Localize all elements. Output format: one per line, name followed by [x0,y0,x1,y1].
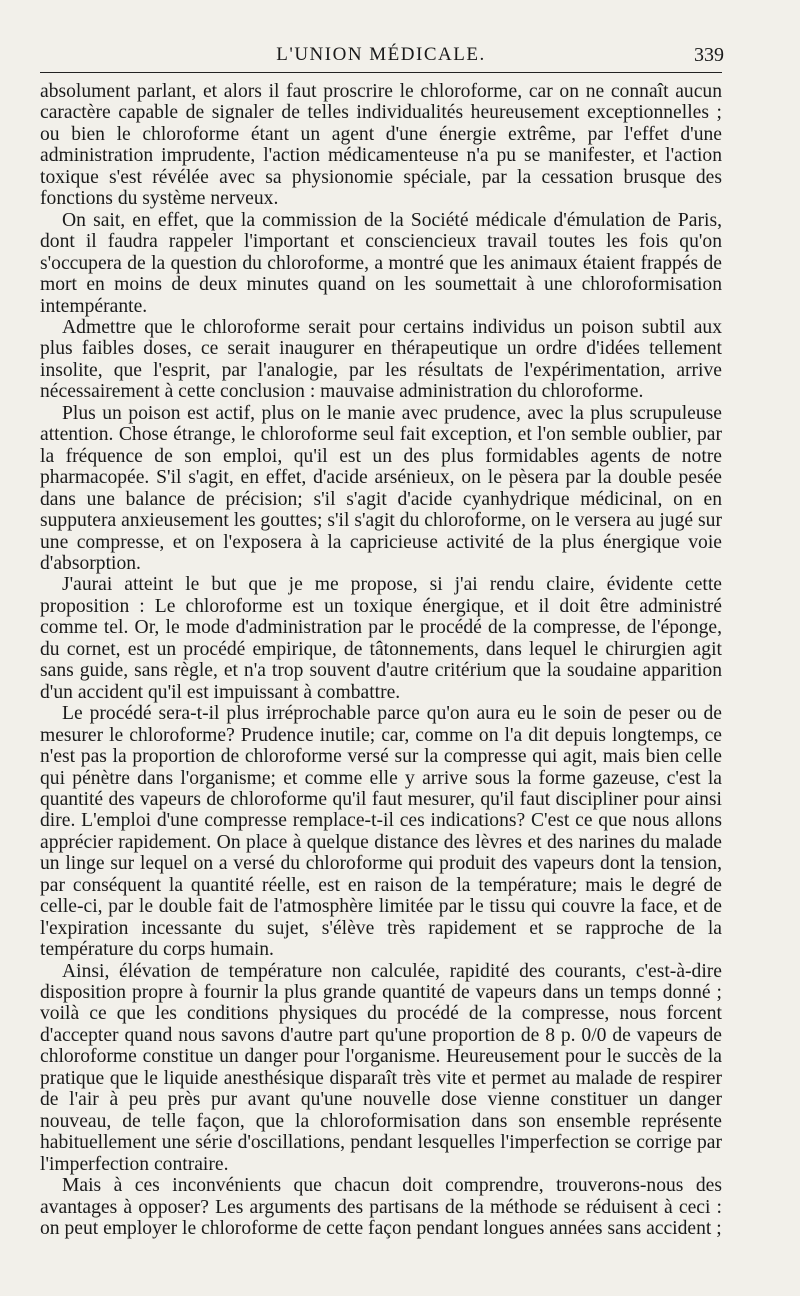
paragraph: Ainsi, élévation de température non calculée, rapidité des courants, c'est-à-dire disposition propre à fournir la plus grande quantité de vapeurs dans un temps donné ; voilà ce que les conditions physiques du procédé de la compresse, nous forcent d'accepter quand nous savons d'autre part qu'une proportion de 8 p. 0/0 de vapeurs de chloroforme constitue un danger pour l'organisme. Heureusement pour le succès de la pratique que le liquide anesthésique disparaît très vite et permet au malade de respirer de l'air à peu près pur avant qu'une nouvelle dose vienne constituer un danger nouveau, de telle façon, que la chloroformisation dans son ensemble représente habituellement une série d'oscillations, pendant lesquelles l'imperfection se corrige par l'imperfection contraire. [40,960,722,1175]
paragraph: Plus un poison est actif, plus on le manie avec prudence, avec la plus scrupuleuse attention. Chose étrange, le chloroforme seul fait exception, et l'on semble oublier, par la fréquence de son emploi, qu'il est un des plus formidables agents de notre pharmacopée. S'il s'agit, en effet, d'acide arsénieux, on le pèsera par la double pesée dans une balance de précision; s'il s'agit d'acide cyanhydrique médicinal, on en supputera anxieusement les gouttes; s'il s'agit du chloroforme, on le versera au jugé sur une compresse, et on l'exposera à la capricieuse activité de la plus énergique voie d'absorption. [40,402,722,574]
running-title: L'UNION MÉDICALE. [276,44,486,65]
body-text [40,81,722,1239]
paragraph: Admettre que le chloroforme serait pour certains individus un poison subtil aux plus faibles doses, ce serait inaugurer en thérapeutique un ordre d'idées tellement insolite, que l'esprit, par l'analogie, par les résultats de l'expérimentation, arrive nécessairement à cette conclusion : mauvaise administration du chloroforme. [40,316,722,403]
paragraph: J'aurai atteint le but que je me propose, si j'ai rendu claire, évidente cette proposition : Le chloroforme est un toxique énergique, et il doit être administré comme tel. Or, le mode d'administration par le procédé de la compresse, de l'éponge, du cornet, est un procédé empirique, de tâtonnements, dans lequel le chirurgien agit sans guide, sans règle, et n'a trop souvent d'autre critérium que la soudaine apparition d'un accident qu'il est impuissant à combattre. [40,574,722,703]
paragraph: Le procédé sera-t-il plus irréprochable parce qu'on aura eu le soin de peser ou de mesurer le chloroforme? Prudence inutile; car, comme on l'a dit depuis longtemps, ce n'est pas la proportion de chloroforme versé sur la compresse qui agit, mais bien celle qui pénètre dans l'organisme; et comme elle y arrive sous la forme gazeuse, c'est la quantité des vapeurs de chloroforme qu'il faut mesurer, qu'il faut discipliner pour ainsi dire. L'emploi d'une compresse remplace-t-il ces indications? C'est ce que nous allons apprécier rapidement. On place à quelque distance des lèvres et des narines du malade un linge sur lequel on a versé du chloroforme qui produit des vapeurs dont la tension, par conséquent la quantité réelle, est en raison de la température; mais le degré de celle-ci, par le double fait de l'atmosphère limitée par le tissu qui couvre la face, et de l'expiration incessante du sujet, s'élève très rapidement et se rapproche de la température du corps humain. [40,703,722,961]
paragraph: absolument parlant, et alors il faut proscrire le chloroforme, car on ne connaît aucun caractère capable de signaler de telles individualités heureusement exceptionnelles ; ou bien le chloroforme étant un agent d'une énergie extrême, par l'effet d'une administration imprudente, l'action médicamenteuse n'a pu se manifester, et l'action toxique s'est révélée avec sa physionomie spéciale, par la cessation brusque des fonctions du système nerveux. [40,81,722,210]
paragraph: On sait, en effet, que la commission de la Société médicale d'émulation de Paris, dont il faudra rappeler l'important et consciencieux travail toutes les fois qu'on s'occupera de la question du chloroforme, a montré que les animaux étaient frappés de mort en moins de deux minutes quand on les soumettait à une chloroformisation intempérante. [40,209,722,317]
paragraph: Mais à ces inconvénients que chacun doit comprendre, trouverons-nous des avantages à opposer? Les arguments des partisans de la méthode se réduisent à ceci : on peut employer le chloroforme de cette façon pendant longues années sans accident ; [40,1175,722,1240]
page-header [40,36,722,73]
page-number: 339 [694,44,724,66]
